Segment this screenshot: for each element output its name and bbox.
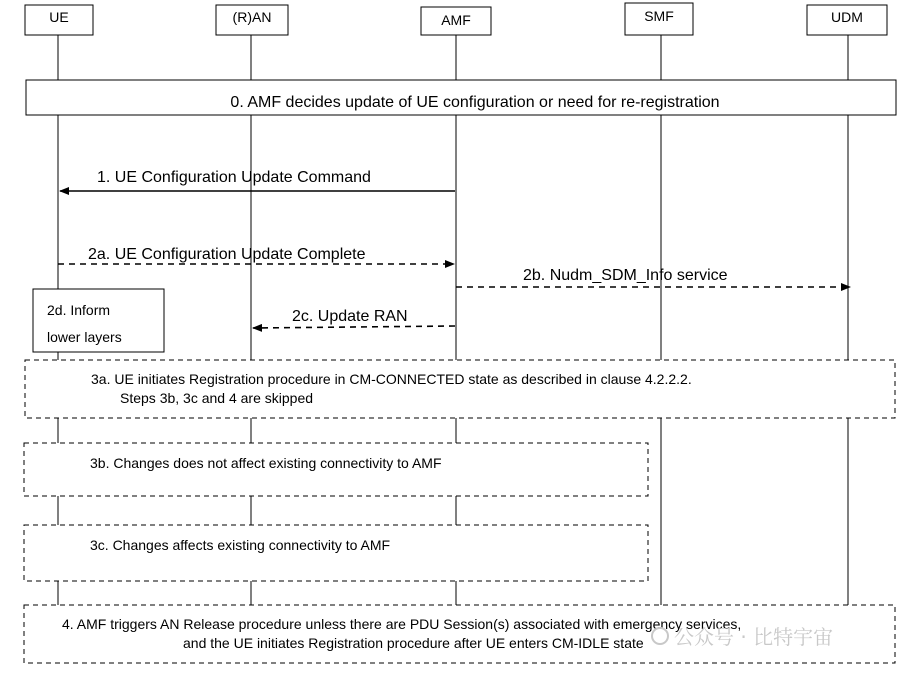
box-4-line-2: and the UE initiates Registration procedure after UE enters CM-IDLE state — [183, 635, 644, 651]
message-2b-label: 2b. Nudm_SDM_Info service — [523, 267, 728, 284]
actor-label-ue: UE — [49, 9, 69, 25]
actor-ue — [25, 5, 93, 35]
box-3c — [24, 525, 648, 581]
actor-label-udm: UDM — [831, 9, 863, 25]
message-1-label: 1. UE Configuration Update Command — [97, 169, 371, 186]
note-2d-line-1: 2d. Inform — [47, 302, 111, 318]
actor-smf — [625, 3, 693, 35]
box-3a-line-1: 3a. UE initiates Registration procedure in CM-CONNECTED state as described in clause 4.2.2.2. — [91, 371, 692, 387]
box-3a — [25, 360, 895, 418]
actor-udm — [807, 5, 887, 35]
message-2a-label: 2a. UE Configuration Update Complete — [88, 246, 366, 263]
watermark-text: 公众号 · 比特宇宙 — [674, 625, 834, 649]
box-3a-line-2: Steps 3b, 3c and 4 are skipped — [120, 390, 314, 406]
watermark — [652, 625, 833, 649]
step-0-text: 0. AMF decides update of UE configuration or need for re-registration — [230, 94, 720, 111]
actor-label-smf: SMF — [644, 8, 674, 24]
step-0-box — [26, 80, 896, 115]
message-2a — [58, 246, 454, 264]
lifelines — [58, 35, 848, 605]
message-2c-label: 2c. Update RAN — [292, 308, 408, 325]
note-2d — [33, 289, 164, 352]
actor-ran — [216, 5, 288, 35]
box-3c-line-1: 3c. Changes affects existing connectivity to AMF — [90, 537, 391, 553]
note-2d-line-2: lower layers — [47, 329, 122, 345]
message-1 — [60, 169, 455, 191]
actor-label-amf: AMF — [441, 12, 471, 28]
message-2b — [456, 267, 850, 287]
box-4-line-1: 4. AMF triggers AN Release procedure unless there are PDU Session(s) associated with emergency services, — [62, 616, 742, 632]
actor-amf — [421, 7, 491, 35]
box-3b-line-1: 3b. Changes does not affect existing connectivity to AMF — [90, 455, 442, 471]
actor-label-ran: (R)AN — [232, 9, 272, 25]
message-2c — [253, 308, 455, 328]
box-3b — [24, 443, 648, 496]
